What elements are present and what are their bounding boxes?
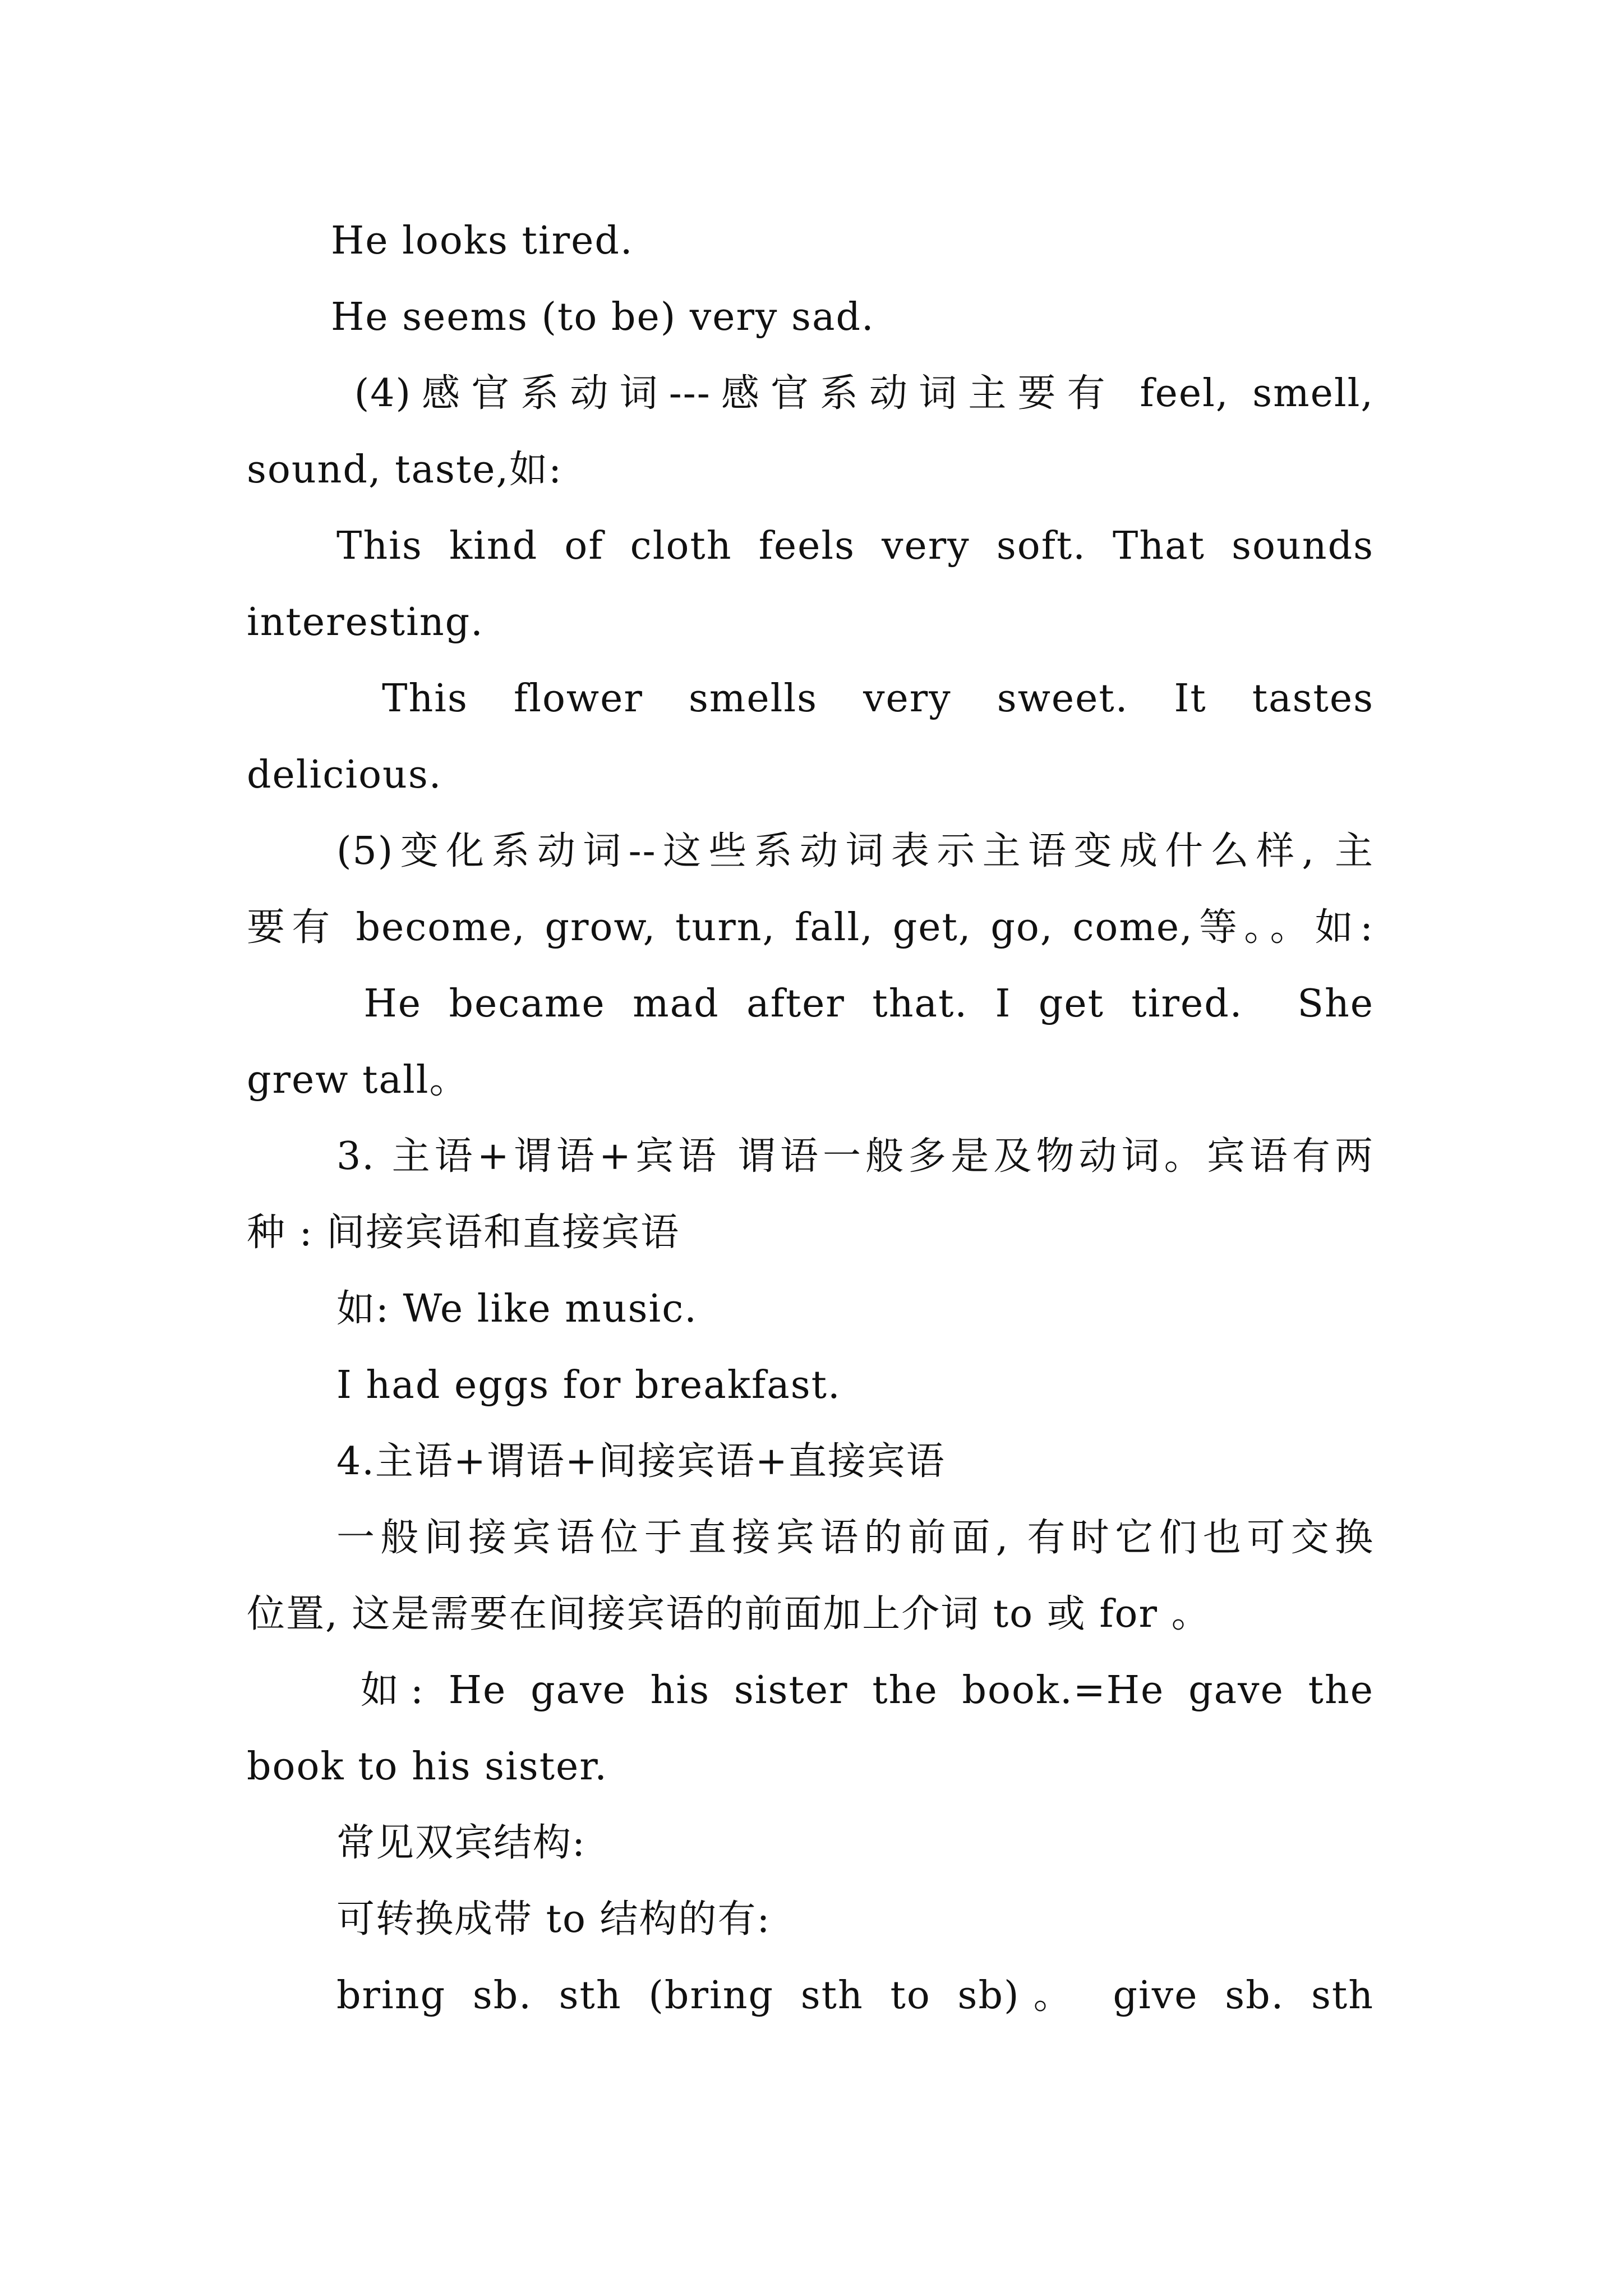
text-line: He seems (to be) very sad.	[331, 295, 875, 339]
text-line: This flower smells very sweet. It tastes	[336, 677, 1374, 721]
text-line: bring sb. sth (bring sth to sb)。 give sb. sth	[336, 1973, 1374, 2018]
text-line: book to his sister.	[247, 1745, 608, 1789]
text-line: 一般间接宾语位于直接宾语的前面, 有时它们也可交换	[336, 1516, 1374, 1560]
text-line: I had eggs for breakfast.	[336, 1363, 841, 1407]
text-line: (4)感官系动词---感官系动词主要有 feel, smell,	[331, 371, 1374, 416]
text-line: delicious.	[247, 753, 442, 797]
text-line: 种 : 间接宾语和直接宾语	[247, 1211, 680, 1255]
text-line: sound, taste,如:	[247, 448, 563, 492]
text-line: He looks tired.	[331, 219, 634, 263]
text-line: This kind of cloth feels very soft. That sounds	[336, 524, 1374, 568]
text-line: He became mad after that. I get tired. She	[336, 982, 1374, 1026]
text-line: (5)变化系动词--这些系动词表示主语变成什么样, 主	[336, 829, 1374, 873]
text-line: 如: He gave his sister the book.=He gave the	[336, 1668, 1374, 1713]
text-line: 要有 become, grow, turn, fall, get, go, come,等。。如:	[247, 905, 1374, 950]
text-line: 如: We like music.	[336, 1287, 698, 1331]
text-line: 可转换成带 to 结构的有:	[336, 1897, 771, 1941]
text-line: interesting.	[247, 600, 484, 645]
text-line: 4.主语+谓语+间接宾语+直接宾语	[336, 1439, 946, 1484]
text-line: 3. 主语+谓语+宾语 谓语一般多是及物动词。宾语有两	[336, 1134, 1374, 1179]
text-line: 常见双宾结构:	[336, 1821, 586, 1865]
text-line: grew tall。	[247, 1058, 469, 1102]
text-line: 位置, 这是需要在间接宾语的前面加上介词 to 或 for 。	[247, 1592, 1211, 1636]
